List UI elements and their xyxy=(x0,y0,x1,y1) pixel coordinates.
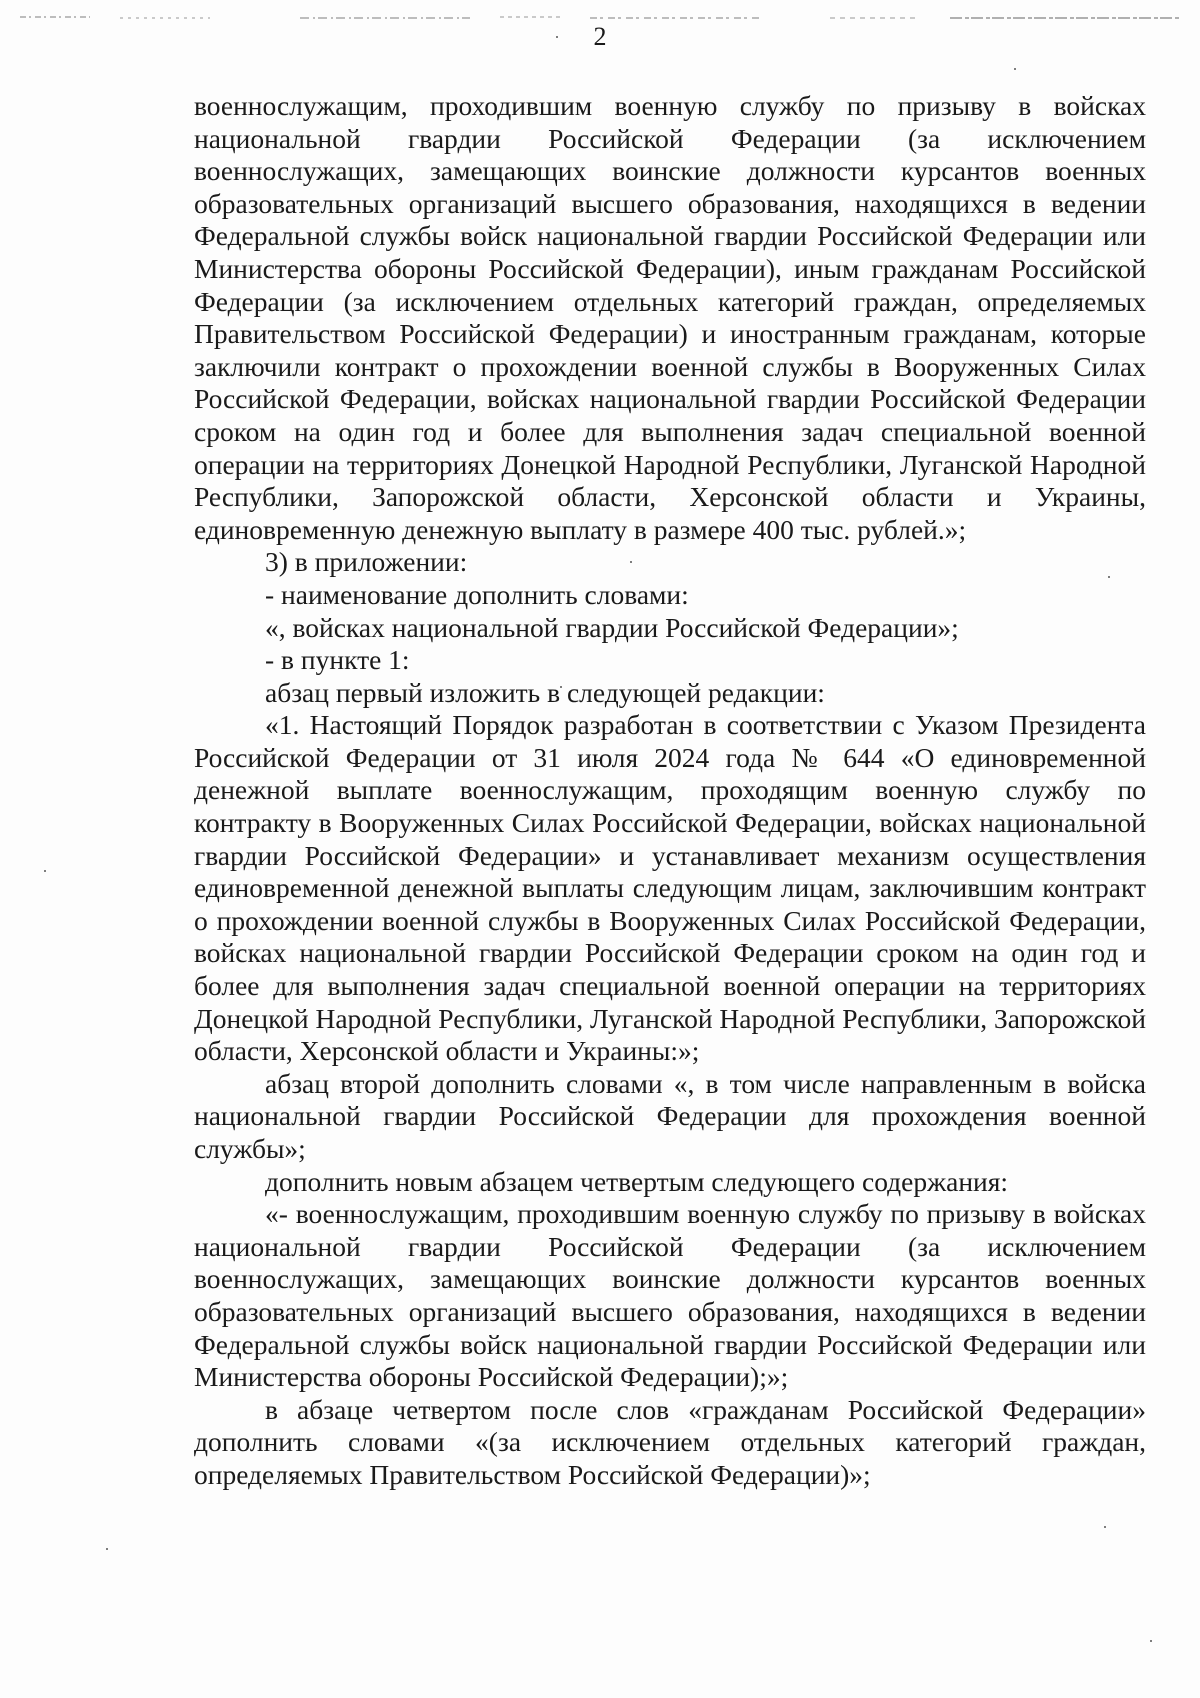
scan-speck xyxy=(1104,1526,1106,1528)
page-number: 2 xyxy=(593,22,607,51)
paragraph-continuation: военнослужащим, проходившим военную службу по призыву в войсках национальной гвардии Российской Федерации (за исключением военнослужащих, замещающих воинские должности курсантов военных образовательных организаций высшего образования, находящихся в ведении Федеральной службы войск национальной гвардии Российской Федерации или Министерства обороны Российской Федерации), иным гражданам Российской Федерации (за исключением отдельных категорий граждан, определяемых Правительством Российской Федерации) и иностранным гражданам, которые заключили контракт о прохождении военной службы в Вооруженных Силах Российской Федерации, войсках национальной гвардии Российской Федерации сроком на один год и более для выполнения задач специальной военной операции на территориях Донецкой Народной Республики, Луганской Народной Республики, Запорожской области, Херсонской области и Украины, единовременную денежную выплату в размере 400 тыс. рублей.»; xyxy=(194,90,1146,545)
paragraph-fourth-amendment: в абзаце четвертом после слов «гражданам Российской Федерации» дополнить словами «(за исключением отдельных категорий граждан, определяемых Правительством Российской Федерации)»; xyxy=(194,1393,1146,1490)
paragraph-fourth-content: «- военнослужащим, проходившим военную службу по призыву в войсках национальной гвардии Российской Федерации (за исключением военнослужащих, замещающих воинские должности курсантов военных образовательных организаций высшего образования, находящихся в ведении Федеральной службы войск национальной гвардии Российской Федерации или Министерства обороны Российской Федерации);»; xyxy=(194,1198,1146,1393)
scan-speck xyxy=(1150,1640,1152,1642)
scan-speck xyxy=(106,1548,108,1550)
paragraph-point-1: - в пункте 1: xyxy=(265,644,410,676)
scan-artifact-edge xyxy=(0,14,1200,22)
document-body xyxy=(194,90,1146,1492)
paragraph-new-wording: «1. Настоящий Порядок разработан в соответствии с Указом Президента Российской Федерации от 31 июля 2024 года № 644 «О единовременной денежной выплате военнослужащим, проходящим военную службу по контракту в Вооруженных Силах Российской Федерации, войсках национальной гвардии Российской Федерации» и устанавливает механизм осуществления единовременной денежной выплаты следующим лицам, заключившим контракт о прохождении военной службы в Вооруженных Силах Российской Федерации, войсках национальной гвардии Российской Федерации сроком на один год и более для выполнения задач специальной военной операции на территориях Донецкой Народной Республики, Луганской Народной Республики, Запорожской области, Херсонской области и Украины:»; xyxy=(194,709,1146,1067)
paragraph-name-change: - наименование дополнить словами: xyxy=(265,578,689,610)
paragraph-quoted-addition: «, войсках национальной гвардии Российской Федерации»; xyxy=(265,611,959,643)
scan-speck xyxy=(44,870,46,872)
paragraph-item-3: 3) в приложении: xyxy=(265,546,468,578)
scan-speck xyxy=(1014,68,1016,70)
scan-speck xyxy=(556,36,558,38)
paragraph-second-abzac: абзац второй дополнить словами «, в том числе направленным в войска национальной гвардии Российской Федерации для прохождения военной службы»; xyxy=(194,1067,1146,1164)
paragraph-first-abzac: абзац первый изложить в следующей редакции: xyxy=(265,676,825,708)
paragraph-add-fourth: дополнить новым абзацем четвертым следующего содержания: xyxy=(265,1165,1009,1197)
